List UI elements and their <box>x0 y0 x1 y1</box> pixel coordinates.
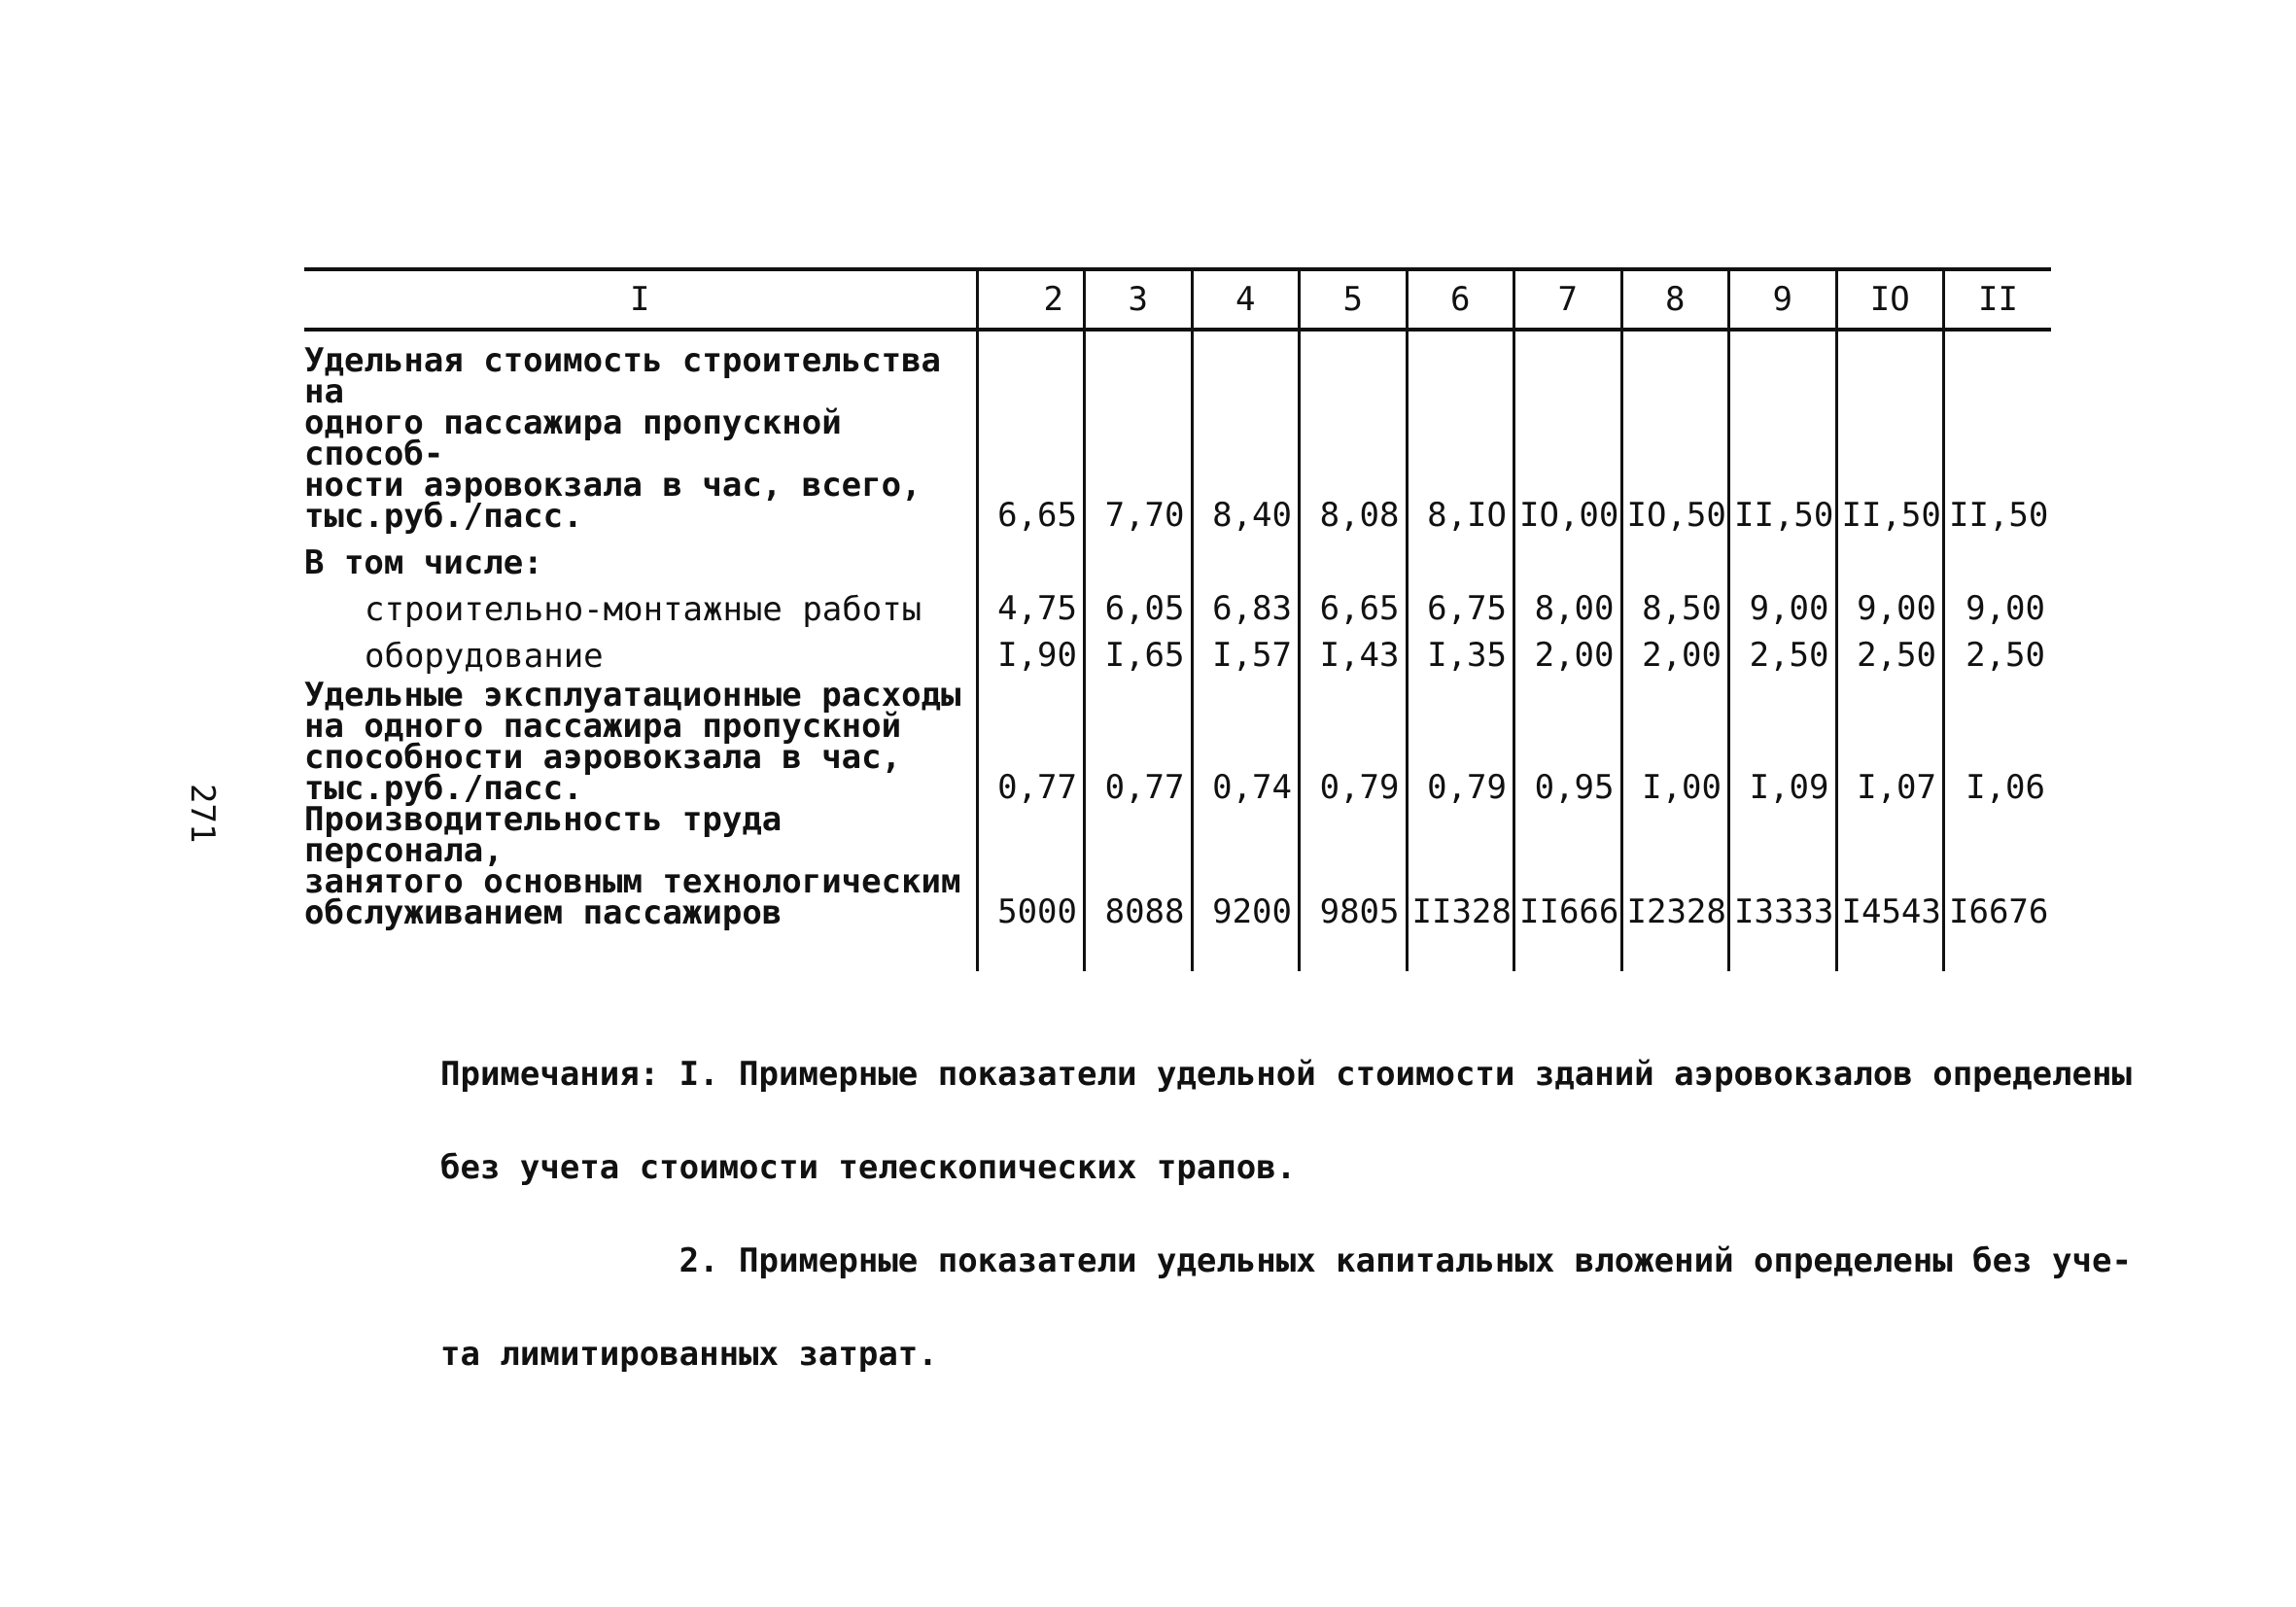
table-cell <box>1407 532 1514 578</box>
note-line: 2. Примерные показатели удельных капитальных вложений определены без уче- <box>440 1241 2132 1280</box>
column-header: 4 <box>1192 269 1300 330</box>
table-cell: I2328 <box>1621 804 1729 928</box>
table-cell: 8,IO <box>1407 330 1514 532</box>
note-line: та лимитированных затрат. <box>440 1335 938 1374</box>
table-cell: I,90 <box>977 625 1085 672</box>
label-line: обслуживанием пассажиров <box>304 893 783 932</box>
table-cell: 9200 <box>1192 804 1300 928</box>
label-line: тыс.руб./пасс. <box>304 497 583 536</box>
table-cell: 0,95 <box>1514 672 1622 804</box>
table-cell <box>1300 928 1408 971</box>
table-row <box>304 578 2051 625</box>
table-cell <box>1300 532 1408 578</box>
table-cell: I3333 <box>1729 804 1837 928</box>
table-cell: 8,08 <box>1300 330 1408 532</box>
table-cell: 0,74 <box>1192 672 1300 804</box>
table-row <box>304 672 2051 804</box>
column-header: 9 <box>1729 269 1837 330</box>
table-cell: II666 <box>1514 804 1622 928</box>
table-cell <box>1836 928 1944 971</box>
table-cell: 9,00 <box>1944 578 2052 625</box>
label-line: одного пассажира пропускной способ- <box>304 403 842 473</box>
table-cell: 9,00 <box>1729 578 1837 625</box>
table-cell <box>1407 928 1514 971</box>
table-cell <box>1621 928 1729 971</box>
table-cell <box>1192 532 1300 578</box>
table-cell <box>1192 928 1300 971</box>
table-cell: 8,50 <box>1621 578 1729 625</box>
table-cell: 6,83 <box>1192 578 1300 625</box>
column-header: 5 <box>1300 269 1408 330</box>
table-cell <box>977 532 1085 578</box>
table-cell <box>1836 532 1944 578</box>
row-label-construction-cost <box>304 330 977 536</box>
table-cell: 0,77 <box>977 672 1085 804</box>
note-line: Примечания: I. Примерные показатели удельной стоимости зданий аэровокзалов определены <box>440 1055 2132 1094</box>
label-line: Удельная стоимость строительства на <box>304 341 942 411</box>
table-cell: 5000 <box>977 804 1085 928</box>
table-cell: 6,75 <box>1407 578 1514 625</box>
table-cell: 2,00 <box>1621 625 1729 672</box>
table-cell: I,07 <box>1836 672 1944 804</box>
table-cell: I,57 <box>1192 625 1300 672</box>
row-label-equipment <box>304 625 977 676</box>
table-row-spacer <box>304 928 2051 971</box>
table-cell: II328 <box>1407 804 1514 928</box>
table-cell <box>1085 532 1193 578</box>
table-cell: 6,05 <box>1085 578 1193 625</box>
column-header: I <box>304 269 977 330</box>
table-cell: 7,70 <box>1085 330 1193 532</box>
table-cell: II,50 <box>1836 330 1944 532</box>
label-line: на одного пассажира пропускной <box>304 707 902 746</box>
table-cell: 8088 <box>1085 804 1193 928</box>
column-header: II <box>1944 269 2052 330</box>
label-line: Удельные эксплуатационные расходы <box>304 676 961 715</box>
table-cell <box>1514 532 1622 578</box>
table-cell: 8,00 <box>1514 578 1622 625</box>
column-header: 7 <box>1514 269 1622 330</box>
table-cell: 0,79 <box>1407 672 1514 804</box>
column-header: 6 <box>1407 269 1514 330</box>
table-cell <box>1944 532 2052 578</box>
table-cell: 2,50 <box>1729 625 1837 672</box>
table-cell <box>1514 928 1622 971</box>
table-cell: 4,75 <box>977 578 1085 625</box>
table-cell: 6,65 <box>1300 578 1408 625</box>
table-row <box>304 625 2051 672</box>
row-label-including <box>304 532 977 582</box>
table-cell: II,50 <box>1944 330 2052 532</box>
table-header-row <box>304 269 2051 330</box>
label-line: ности аэровокзала в час, всего, <box>304 466 922 505</box>
table-cell: 0,79 <box>1300 672 1408 804</box>
table-cell: 0,77 <box>1085 672 1193 804</box>
table-cell: I6676 <box>1944 804 2052 928</box>
table-cell: I,09 <box>1729 672 1837 804</box>
column-header: 8 <box>1621 269 1729 330</box>
table-cell: IO,00 <box>1514 330 1622 532</box>
column-header: 3 <box>1085 269 1193 330</box>
table-cell: 2,50 <box>1836 625 1944 672</box>
table-cell <box>304 928 977 971</box>
table-row <box>304 804 2051 928</box>
table-cell <box>1729 928 1837 971</box>
label-line: способности аэровокзала в час, <box>304 738 902 777</box>
notes-block <box>440 996 2132 1401</box>
label-line: тыс.руб./пасс. <box>304 769 583 808</box>
table-cell: IO,50 <box>1621 330 1729 532</box>
table-cell: II,50 <box>1729 330 1837 532</box>
label-line: строительно-монтажные работы <box>365 590 922 629</box>
table-cell <box>1944 928 2052 971</box>
table-cell: 9805 <box>1300 804 1408 928</box>
table-cell <box>1621 532 1729 578</box>
table-row <box>304 330 2051 532</box>
label-line: оборудование <box>365 637 604 676</box>
table-cell: I,00 <box>1621 672 1729 804</box>
table-cell: I,43 <box>1300 625 1408 672</box>
column-header: IO <box>1836 269 1944 330</box>
indicators-table <box>304 267 2051 971</box>
label-line: занятого основным технологическим <box>304 862 961 901</box>
note-line: без учета стоимости телескопических трапов. <box>440 1148 1297 1187</box>
table-cell: I,06 <box>1944 672 2052 804</box>
row-label-construction-works <box>304 578 977 629</box>
table-cell: 8,40 <box>1192 330 1300 532</box>
label-line: В том числе: <box>304 543 543 582</box>
table-cell: 6,65 <box>977 330 1085 532</box>
row-label-labor-productivity <box>304 800 977 932</box>
table-cell <box>977 928 1085 971</box>
page-number: 271 <box>183 784 222 844</box>
table-cell: 9,00 <box>1836 578 1944 625</box>
table-cell: 2,50 <box>1944 625 2052 672</box>
column-header: 2 <box>977 269 1085 330</box>
table-cell: I,35 <box>1407 625 1514 672</box>
table-row <box>304 532 2051 578</box>
table-cell: I4543 <box>1836 804 1944 928</box>
table-cell <box>1085 928 1193 971</box>
table-cell <box>1729 532 1837 578</box>
table-cell: 2,00 <box>1514 625 1622 672</box>
row-label-operating-costs <box>304 672 977 808</box>
table-cell: I,65 <box>1085 625 1193 672</box>
label-line: Производительность труда персонала, <box>304 800 783 870</box>
